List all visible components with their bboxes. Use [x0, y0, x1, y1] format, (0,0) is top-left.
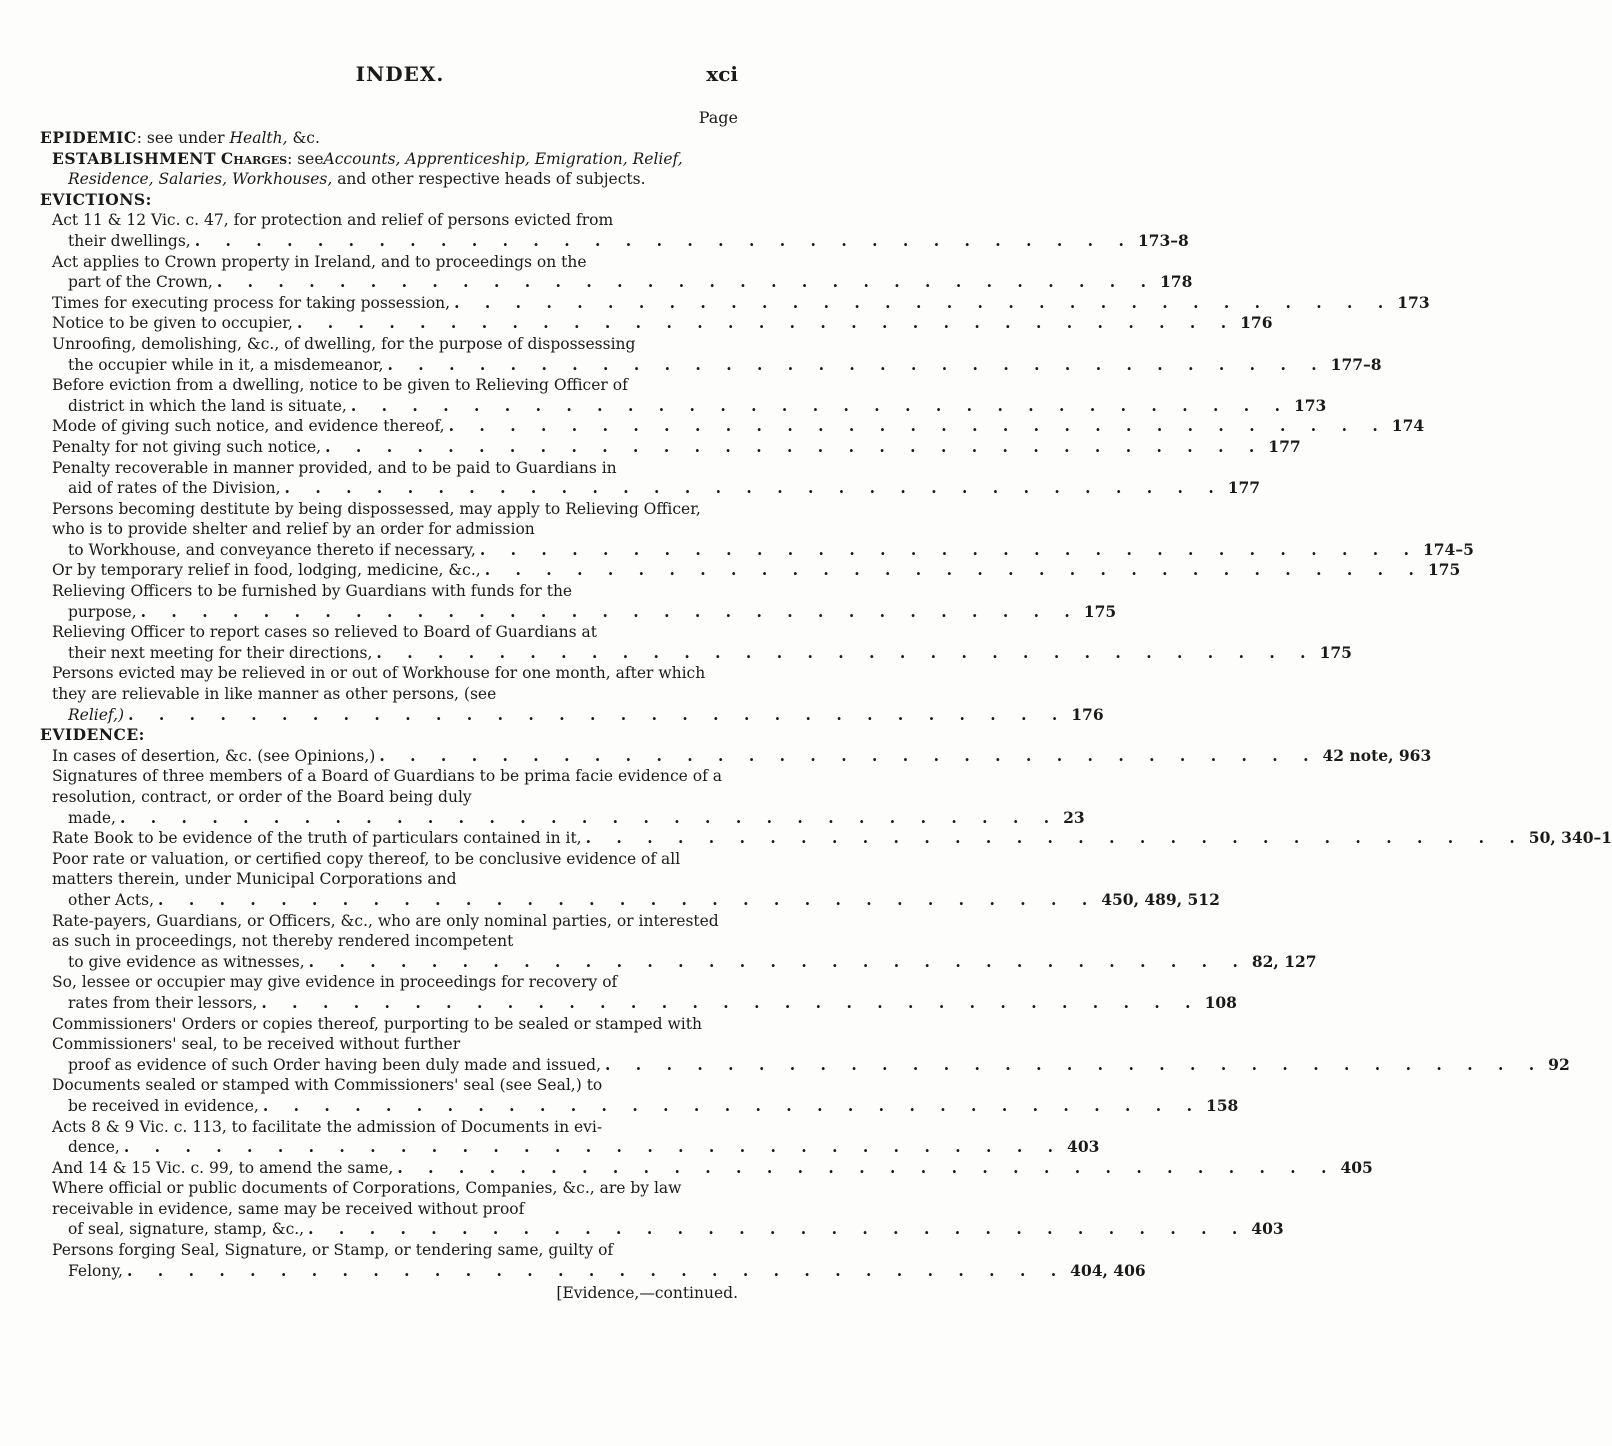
item-row — [40, 478, 1261, 499]
item-row — [40, 1137, 1100, 1158]
item-lead-text: Penalty recoverable in manner provided, and to be paid to Guardians in — [52, 458, 617, 477]
page-reference: 176 — [1240, 313, 1273, 333]
index-item — [40, 1240, 1146, 1281]
leader-dots: . . . . . . . . . . . . . . . . . . . . . . . . . . . . . . . — [262, 1095, 1202, 1115]
item-text: Notice to be given to occupier, — [52, 314, 293, 333]
item-lead-text: Acts 8 & 9 Vic. c. 113, to facilitate the admission of Documents in evi- — [52, 1117, 603, 1136]
item-row — [40, 292, 1430, 314]
item-row — [40, 272, 1193, 293]
leader-dots: . . . . . . . . . . . . . . . . . . . . . . . . . . . . . . . — [158, 889, 1098, 909]
item-lead-text: Commissioners' Orders or copies thereof, purporting to be sealed or stamped with Commissioners' seal, to be received without further — [52, 1014, 702, 1054]
page-reference: 404, 406 — [1070, 1260, 1146, 1280]
page-reference: 42 note, 963 — [1322, 745, 1432, 765]
item-text: of seal, signature, stamp, &c., — [68, 1220, 305, 1239]
index-item — [40, 313, 1273, 334]
item-row — [40, 1219, 1284, 1240]
item-text: proof as evidence of such Order having been duly made and issued, — [68, 1055, 601, 1074]
leader-dots: . . . . . . . . . . . . . . . . . . . . . . . . . . . . . . . — [123, 1137, 1064, 1157]
page-reference: 175 — [1083, 601, 1117, 621]
leader-dots: . . . . . . . . . . . . . . . . . . . . . . . . . . . . . . . — [387, 354, 1327, 374]
item-row — [40, 1157, 1373, 1179]
leader-dots: . . . . . . . . . . . . . . . . . . . . . . . . . . . . . . . — [454, 292, 1394, 312]
item-lead-text: Persons forging Seal, Signature, or Stamp, or tendering same, guilty of — [52, 1241, 614, 1260]
leader-dots: . . . . . . . . . . . . . . . . . . . . . . . . . . . . . . . — [216, 272, 1156, 292]
item-text: district in which the land is situate, — [68, 396, 347, 415]
entry-evictions — [40, 190, 738, 211]
cross-reference: Health, — [229, 129, 288, 147]
item-row — [40, 560, 1461, 581]
page-reference: 158 — [1205, 1095, 1239, 1115]
entry-establishment — [40, 149, 738, 190]
entry-text: &c. — [287, 129, 320, 147]
leader-dots: . . . . . . . . . . . . . . . . . . . . . . . . . . . . . . . — [296, 313, 1237, 333]
index-item — [40, 334, 1382, 375]
page-reference: 176 — [1071, 704, 1104, 724]
page-reference: 177–8 — [1330, 354, 1382, 374]
leader-dots: . . . . . . . . . . . . . . . . . . . . . . . . . . . . . . . — [284, 478, 1224, 498]
page-header — [0, 62, 800, 88]
entry-text: : see — [287, 149, 324, 168]
index-item — [40, 663, 1104, 725]
entry-epidemic — [40, 128, 738, 149]
leader-dots: . . . . . . . . . . . . . . . . . . . . . . . . . . . . . . . — [448, 416, 1388, 436]
index-item — [40, 849, 1220, 911]
index-item — [40, 972, 1237, 1013]
page-reference: 174 — [1391, 416, 1425, 436]
page-reference: 175 — [1427, 560, 1461, 580]
item-row — [40, 889, 1220, 911]
index-item — [40, 766, 1085, 828]
page-reference: 405 — [1340, 1157, 1373, 1177]
item-text: their dwellings, — [68, 231, 191, 250]
item-row — [40, 395, 1327, 417]
page-reference: 450, 489, 512 — [1101, 889, 1220, 909]
page-reference: 177 — [1268, 436, 1301, 456]
item-text: their next meeting for their directions, — [68, 643, 373, 662]
page-reference: 403 — [1251, 1219, 1284, 1239]
item-text: Mode of giving such notice, and evidence thereof, — [52, 417, 445, 436]
index-item — [40, 1157, 1373, 1179]
index-item — [40, 581, 1117, 622]
leader-dots: . . . . . . . . . . . . . . . . . . . . . . . . . . . . . . . — [119, 807, 1060, 827]
index-item — [40, 745, 1432, 767]
item-row — [40, 1095, 1239, 1117]
item-text: be received in evidence, — [68, 1096, 259, 1115]
item-row — [40, 642, 1352, 664]
item-lead-text: Where official or public documents of Corporations, Companies, &c., are by law receivable in evidence, same may be received without proof — [52, 1179, 682, 1218]
evidence-list — [40, 745, 1612, 1281]
page-reference: 178 — [1160, 272, 1193, 292]
page-reference: 177 — [1227, 478, 1261, 498]
index-item — [40, 622, 1352, 663]
page-reference: 173 — [1397, 292, 1430, 312]
leader-dots: . . . . . . . . . . . . . . . . . . . . . . . . . . . . . . . — [376, 642, 1316, 662]
index-item — [40, 1075, 1239, 1116]
page-number: xci — [706, 62, 738, 86]
item-text: Felony, — [68, 1261, 123, 1280]
leader-dots: . . . . . . . . . . . . . . . . . . . . . . . . . . . . . . . — [350, 395, 1290, 415]
entry-head: EVICTIONS: — [40, 189, 152, 209]
index-item — [40, 252, 1193, 293]
item-lead-text: Unroofing, demolishing, &c., of dwelling, for the purpose of dispossessing — [52, 334, 636, 353]
item-text: to give evidence as witnesses, — [68, 952, 305, 971]
item-text: Times for executing process for taking possession, — [52, 293, 451, 312]
index-item — [40, 416, 1425, 437]
entry-text: and other respective heads of subjects. — [332, 170, 646, 189]
index-item — [40, 210, 1189, 251]
evictions-list — [40, 210, 1474, 725]
page-reference: 82, 127 — [1251, 951, 1317, 971]
index-body — [40, 128, 1612, 1319]
continued-note: [Evidence,—continued. — [556, 1284, 738, 1303]
entry-head: EPIDEMIC — [40, 128, 137, 147]
leader-dots: . . . . . . . . . . . . . . . . . . . . . . . . . . . . . . . — [325, 436, 1265, 456]
item-row — [40, 354, 1382, 376]
item-text: the occupier while in it, a misdemeanor, — [68, 355, 384, 374]
item-text: aid of rates of the Division, — [68, 479, 281, 498]
item-text: to Workhouse, and conveyance thereto if necessary, — [68, 540, 476, 559]
leader-dots: . . . . . . . . . . . . . . . . . . . . . . . . . . . . . . . — [479, 539, 1419, 559]
item-row — [40, 230, 1189, 252]
item-lead-text: Relieving Officer to report cases so relieved to Board of Guardians at — [52, 623, 597, 642]
item-text: Penalty for not giving such notice, — [52, 437, 322, 456]
leader-dots: . . . . . . . . . . . . . . . . . . . . . . . . . . . . . . . — [140, 601, 1080, 621]
item-row — [40, 601, 1117, 623]
index-item — [40, 828, 1612, 849]
leader-dots: . . . . . . . . . . . . . . . . . . . . . . . . . . . . . . . — [484, 560, 1424, 580]
item-lead-text: Relieving Officers to be furnished by Guardians with funds for the — [52, 582, 573, 601]
index-item — [40, 1178, 1284, 1240]
cross-references: Accounts, Apprenticeship, Emigration, Relief, Residence, Salaries, Workhouses, — [68, 149, 683, 189]
item-lead-text: Poor rate or valuation, or certified copy thereof, to be conclusive evidence of all matters therein, under Municipal Corporations and — [52, 849, 681, 889]
item-row — [40, 1054, 1570, 1076]
index-item — [40, 1014, 1570, 1076]
leader-dots: . . . . . . . . . . . . . . . . . . . . . . . . . . . . . . . — [585, 828, 1525, 848]
page-reference: 175 — [1319, 642, 1352, 662]
page-reference: 50, 340–1 — [1528, 828, 1612, 848]
item-lead-text: Rate-payers, Guardians, or Officers, &c., who are only nominal parties, or interested as such in proceedings, not thereby rendered incompetent — [52, 911, 719, 951]
item-lead-text: Persons becoming destitute by being dispossessed, may apply to Relieving Officer, who is to provide shelter and relief by an order for admission — [52, 499, 701, 539]
item-row — [40, 828, 1612, 849]
leader-dots: . . . . . . . . . . . . . . . . . . . . . . . . . . . . . . . — [605, 1054, 1545, 1074]
entry-evidence — [40, 725, 738, 746]
index-item — [40, 1117, 1100, 1158]
page-reference: 92 — [1548, 1054, 1570, 1074]
leader-dots: . . . . . . . . . . . . . . . . . . . . . . . . . . . . . . . — [308, 1219, 1248, 1239]
index-item — [40, 560, 1461, 581]
item-text: dence, — [68, 1138, 120, 1157]
item-row — [40, 704, 1104, 726]
item-lead-text: Act applies to Crown property in Ireland, and to proceedings on the — [52, 252, 587, 271]
item-row — [40, 436, 1301, 458]
item-row — [40, 745, 1432, 767]
item-row — [40, 539, 1474, 561]
index-item — [40, 911, 1317, 973]
page-title: INDEX. — [355, 62, 445, 86]
entry-text: : see under — [136, 129, 230, 147]
item-text: made, — [68, 808, 116, 827]
leader-dots: . . . . . . . . . . . . . . . . . . . . . . . . . . . . . . . — [126, 1260, 1067, 1280]
item-row — [40, 992, 1237, 1014]
page-reference: 23 — [1063, 807, 1085, 827]
index-item — [40, 436, 1301, 458]
item-text: In cases of desertion, &c. (see Opinions,) — [52, 746, 376, 765]
entry-subhead: Charges — [220, 148, 288, 168]
item-row — [40, 807, 1085, 829]
page-reference: 173–8 — [1137, 230, 1189, 250]
entry-head: ESTABLISHMENT — [52, 148, 216, 168]
item-row — [40, 416, 1425, 437]
item-row — [40, 1260, 1146, 1282]
page-reference: 173 — [1293, 395, 1327, 415]
item-text: other Acts, — [68, 890, 155, 909]
item-text: purpose, — [68, 602, 137, 621]
item-lead-text: Before eviction from a dwelling, notice to be given to Relieving Officer of — [52, 376, 628, 395]
index-item — [40, 375, 1327, 416]
page-reference: 174–5 — [1422, 539, 1474, 559]
page-column-label: Page — [698, 108, 738, 127]
leader-dots: . . . . . . . . . . . . . . . . . . . . . . . . . . . . . . . — [397, 1157, 1337, 1177]
index-item — [40, 458, 1261, 499]
leader-dots: . . . . . . . . . . . . . . . . . . . . . . . . . . . . . . . — [379, 745, 1319, 765]
entry-head: EVIDENCE: — [40, 725, 145, 745]
item-lead-text: So, lessee or occupier may give evidence in proceedings for recovery of — [52, 973, 618, 992]
item-lead-text: Documents sealed or stamped with Commissioners' seal (see Seal,) to — [52, 1076, 603, 1095]
item-text: Or by temporary relief in food, lodging, medicine, &c., — [52, 561, 481, 580]
leader-dots: . . . . . . . . . . . . . . . . . . . . . . . . . . . . . . . — [128, 704, 1068, 724]
item-text: rates from their lessors, — [68, 993, 258, 1012]
page-reference: 108 — [1204, 992, 1237, 1012]
item-row — [40, 313, 1273, 334]
leader-dots: . . . . . . . . . . . . . . . . . . . . . . . . . . . . . . . — [261, 992, 1201, 1012]
item-lead-text: Persons evicted may be relieved in or out of Workhouse for one month, after which they are relievable in like manner as other persons, (see — [52, 664, 706, 704]
item-row — [40, 951, 1317, 973]
item-text: part of the Crown, — [68, 273, 213, 292]
index-item — [40, 499, 1474, 561]
item-text: And 14 & 15 Vic. c. 99, to amend the same, — [52, 1158, 394, 1177]
page-reference: 403 — [1067, 1137, 1100, 1157]
item-text: Relief,) — [68, 705, 125, 724]
leader-dots: . . . . . . . . . . . . . . . . . . . . . . . . . . . . . . . — [308, 951, 1248, 971]
item-text: Rate Book to be evidence of the truth of particulars contained in it, — [52, 829, 582, 848]
item-lead-text: Act 11 & 12 Vic. c. 47, for protection and relief of persons evicted from — [52, 211, 614, 230]
item-lead-text: Signatures of three members of a Board of Guardians to be prima facie evidence of a resolution, contract, or order of the Board being duly — [52, 767, 722, 806]
index-item — [40, 292, 1430, 314]
leader-dots: . . . . . . . . . . . . . . . . . . . . . . . . . . . . . . . — [194, 230, 1134, 250]
